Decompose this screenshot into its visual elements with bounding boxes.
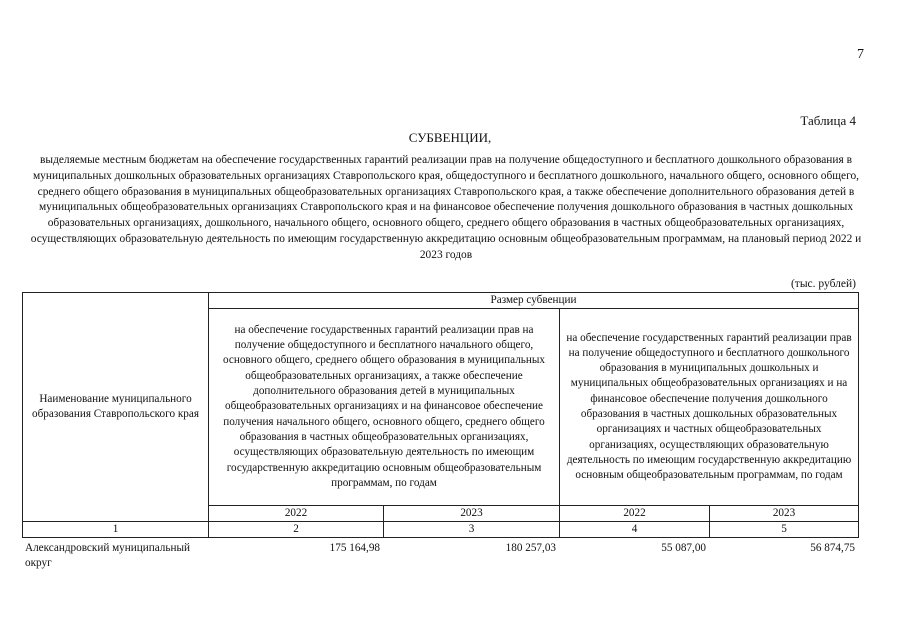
- units-label: (тыс. рублей): [790, 278, 856, 290]
- column-number: 2: [209, 522, 384, 538]
- table-row: [22, 541, 858, 572]
- column-number: 1: [23, 522, 209, 538]
- document-title: СУБВЕНЦИИ,: [408, 130, 492, 145]
- year-header-a-2022: 2022: [209, 505, 384, 521]
- column-number: 4: [560, 522, 710, 538]
- value-cell: 56 874,75: [810, 542, 855, 554]
- municipality-column-header: Наименование муниципального образования Ставропольского края: [23, 293, 209, 522]
- column-numbers-row: [23, 522, 859, 538]
- general-education-column-header: на обеспечение государственных гарантий реализации прав на получение общедоступного и бесплатного начального общего, основного общего, среднего общего образования в муниципальных общеобразовательных организациях, а также обеспечение дополнительного образования детей в муниципальных общеобразовательных организациях и на финансовое обеспечение получения начального общего, основного общего, среднего общего образования в частных общеобразовательных организациях, осуществляющих образовательную деятельность по имеющим государственную аккредитацию основным общеобразовательным программам, по годам: [209, 309, 560, 505]
- document-subtitle: выделяемые местным бюджетам на обеспечение государственных гарантий реализации прав на получение общедоступного и бесплатного дошкольного образования в муниципальных дошкольных образовательных организациях Ставропольского края, общедоступного и бесплатного дошкольного, начального общего, основного общего, среднего общего образования в муниципальных общеобразовательных организациях Ставропольского края, а также обеспечение дополнительного образования детей в муниципальных общеобразовательных организациях Ставропольского края и на финансовое обеспечение получения дошкольного образования в частных дошкольных образовательных организациях, дошкольного, начального общего, основного общего, среднего общего образования в частных общеобразовательных организациях, осуществляющих образовательную деятельность по имеющим государственную аккредитацию основным общеобразовательным программам, на плановый период 2022 и 2023 годов: [30, 154, 862, 261]
- year-header-b-2022: 2022: [560, 505, 710, 521]
- year-header-a-2023: 2023: [384, 505, 560, 521]
- value-cell: 175 164,98: [329, 542, 380, 554]
- value-cell: 55 087,00: [661, 542, 706, 554]
- column-number: 3: [384, 522, 560, 538]
- municipality-name: Александровский муниципальный округ: [25, 542, 190, 570]
- year-header-b-2023: 2023: [710, 505, 859, 521]
- page-number: 7: [857, 47, 864, 62]
- column-number: 5: [710, 522, 859, 538]
- table-label: Таблица 4: [800, 113, 856, 128]
- subsidy-size-header: Размер субвенции: [209, 293, 859, 309]
- subsidy-table-body: [22, 541, 858, 572]
- preschool-education-column-header: на обеспечение государственных гарантий реализации прав на получение общедоступного и бесплатного дошкольного образования в муниципальных дошкольных и муниципальных общеобразовательных организациях и на финансовое обеспечение получения дошкольного образования в частных дошкольных образовательных организациях и частных общеобразовательных организациях, осуществляющих образовательную деятельность по имеющим государственную аккредитацию основным общеобразовательным программам, по годам: [560, 309, 859, 505]
- value-cell: 180 257,03: [505, 542, 556, 554]
- subsidy-table-header: [22, 292, 859, 538]
